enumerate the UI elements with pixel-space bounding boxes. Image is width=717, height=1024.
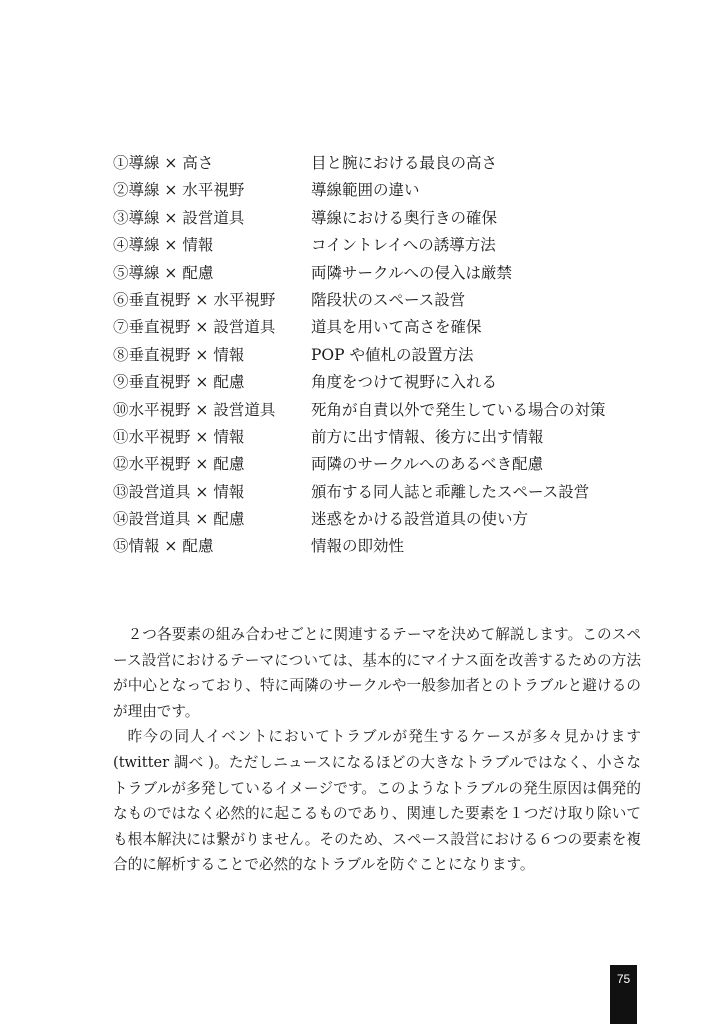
topic-theme: コイントレイへの誘導方法 <box>311 236 496 255</box>
topic-row <box>113 533 633 560</box>
topic-theme: 死角が自責以外で発生している場合の対策 <box>311 400 606 419</box>
topic-row <box>113 506 633 533</box>
topic-element-pair: ④導線 × 情報 <box>113 236 214 255</box>
body-paragraph: ２つ各要素の組み合わせごとに関連するテーマを決めて解説します。このスペース設営におけるテーマについては、基本的にマイナス面を改善するための方法が中心となっており、特に両隣のサークルや一般参加者とのトラブルと避けるのが理由です。 <box>113 626 641 720</box>
topic-row <box>113 150 633 177</box>
topic-element-pair: ⑭設営道具 × 配慮 <box>113 510 245 529</box>
topic-theme: 両隣サークルへの侵入は厳禁 <box>311 263 513 282</box>
topic-theme: 前方に出す情報、後方に出す情報 <box>311 427 544 446</box>
topic-theme: POP や値札の設置方法 <box>311 345 474 364</box>
topic-row <box>113 397 633 424</box>
topic-row <box>113 479 633 506</box>
topic-element-pair: ⑧垂直視野 × 情報 <box>113 345 245 364</box>
topic-element-pair: ⑨垂直視野 × 配慮 <box>113 373 245 392</box>
topic-element-pair: ⑦垂直視野 × 設営道具 <box>113 318 276 337</box>
topic-row <box>113 424 633 451</box>
topic-element-pair: ⑪水平視野 × 情報 <box>113 427 245 446</box>
topic-theme: 両隣のサークルへのあるべき配慮 <box>311 455 544 474</box>
topic-list <box>113 150 633 561</box>
page-number: 75 <box>616 972 631 986</box>
topic-element-pair: ⑮情報 × 配慮 <box>113 537 214 556</box>
topic-row <box>113 205 633 232</box>
topic-element-pair: ③導線 × 設営道具 <box>113 208 245 227</box>
topic-element-pair: ⑫水平視野 × 配慮 <box>113 455 245 474</box>
topic-theme: 情報の即効性 <box>311 537 405 556</box>
topic-row <box>113 232 633 259</box>
topic-theme: 頒布する同人誌と乖離したスペース設営 <box>311 482 590 501</box>
topic-element-pair: ⑩水平視野 × 設営道具 <box>113 400 276 419</box>
topic-element-pair: ②導線 × 水平視野 <box>113 181 245 200</box>
topic-element-pair: ⑬設営道具 × 情報 <box>113 482 245 501</box>
topic-row <box>113 177 633 204</box>
topic-row <box>113 287 633 314</box>
topic-row <box>113 314 633 341</box>
topic-theme: 道具を用いて高さを確保 <box>311 318 482 337</box>
topic-row <box>113 451 633 478</box>
topic-element-pair: ⑥垂直視野 × 水平視野 <box>113 290 276 309</box>
body-paragraph: 昨今の同人イベントにおいてトラブルが発生するケースが多々見かけます (twitter 調べ )。ただしニュースになるほどの大きなトラブルではなく、小さなトラブルが多発しているイメージです。このようなトラブルの発生原因は偶発的なものではなく必然的に起こるものであり、関連した要素を１つだけ取り除いても根本解決には繋がりません。そのため、スペース設営における６つの要素を複合的に解析することで必然的なトラブルを防ぐことになります。 <box>113 728 641 874</box>
topic-theme: 階段状のスペース設営 <box>311 290 466 309</box>
topic-theme: 導線における奥行きの確保 <box>311 208 498 227</box>
topic-theme: 角度をつけて視野に入れる <box>311 373 498 392</box>
body-text <box>113 622 641 878</box>
topic-row <box>113 369 633 396</box>
topic-theme: 迷惑をかける設営道具の使い方 <box>311 510 529 529</box>
topic-row <box>113 342 633 369</box>
topic-theme: 目と腕における最良の高さ <box>311 154 498 172</box>
topic-element-pair: ①導線 × 高さ <box>113 154 214 172</box>
topic-row <box>113 260 633 287</box>
page-number-tab <box>610 965 637 1024</box>
topic-theme: 導線範囲の違い <box>311 181 420 200</box>
topic-element-pair: ⑤導線 × 配慮 <box>113 263 214 282</box>
